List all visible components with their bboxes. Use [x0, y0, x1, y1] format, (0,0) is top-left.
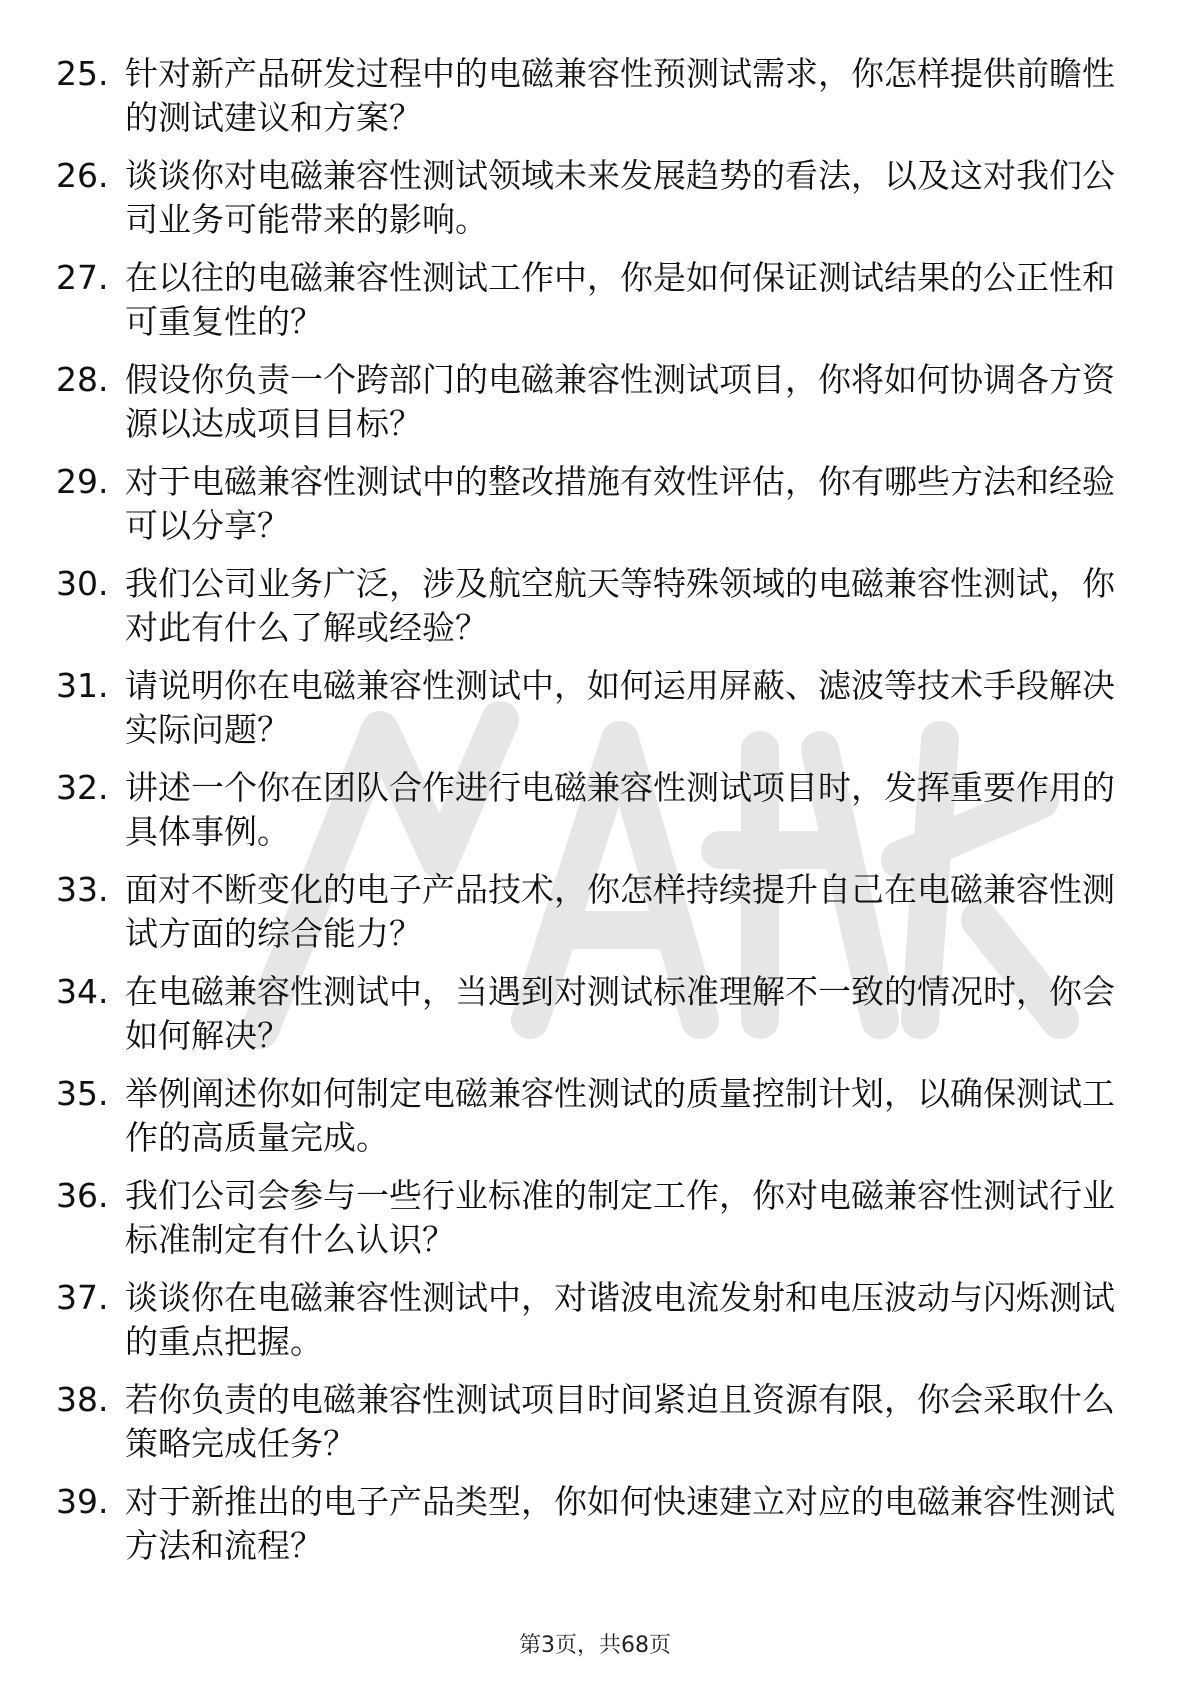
question-text: 假设你负责一个跨部门的电磁兼容性测试项目，你将如何协调各方资源以达成项目目标？ — [125, 360, 1115, 443]
question-item — [56, 562, 1136, 650]
question-text: 针对新产品研发过程中的电磁兼容性预测试需求，你怎样提供前瞻性的测试建议和方案？ — [125, 54, 1115, 137]
question-number: 25. — [56, 54, 109, 93]
question-item — [56, 52, 1136, 140]
question-number: 28. — [56, 360, 109, 399]
question-text: 对于新推出的电子产品类型，你如何快速建立对应的电磁兼容性测试方法和流程？ — [125, 1482, 1115, 1565]
question-text: 谈谈你对电磁兼容性测试领域未来发展趋势的看法，以及这对我们公司业务可能带来的影响。 — [125, 156, 1115, 239]
question-text: 讲述一个你在团队合作进行电磁兼容性测试项目时，发挥重要作用的具体事例。 — [125, 768, 1115, 851]
question-number: 27. — [56, 258, 109, 297]
question-number: 33. — [56, 870, 109, 909]
question-number: 39. — [56, 1482, 109, 1521]
question-item — [56, 1072, 1136, 1160]
question-number: 29. — [56, 462, 109, 501]
question-text: 面对不断变化的电子产品技术，你怎样持续提升自己在电磁兼容性测试方面的综合能力？ — [125, 870, 1115, 953]
question-list — [56, 52, 1136, 1582]
question-item — [56, 970, 1136, 1058]
question-item — [56, 358, 1136, 446]
question-number: 31. — [56, 666, 109, 705]
question-number: 30. — [56, 564, 109, 603]
question-item — [56, 1276, 1136, 1364]
question-item — [56, 1378, 1136, 1466]
question-item — [56, 460, 1136, 548]
question-number: 36. — [56, 1176, 109, 1215]
question-item — [56, 868, 1136, 956]
question-number: 32. — [56, 768, 109, 807]
question-text: 对于电磁兼容性测试中的整改措施有效性评估，你有哪些方法和经验可以分享？ — [125, 462, 1115, 545]
question-text: 若你负责的电磁兼容性测试项目时间紧迫且资源有限，你会采取什么策略完成任务？ — [125, 1380, 1115, 1463]
question-text: 我们公司会参与一些行业标准的制定工作，你对电磁兼容性测试行业标准制定有什么认识？ — [125, 1176, 1115, 1259]
question-item — [56, 256, 1136, 344]
question-number: 38. — [56, 1380, 109, 1419]
question-number: 35. — [56, 1074, 109, 1113]
question-text: 请说明你在电磁兼容性测试中，如何运用屏蔽、滤波等技术手段解决实际问题？ — [125, 666, 1115, 749]
question-number: 34. — [56, 972, 109, 1011]
question-number: 37. — [56, 1278, 109, 1317]
page-footer: 第3页，共68页 — [519, 1633, 671, 1658]
question-item — [56, 1174, 1136, 1262]
question-item — [56, 1480, 1136, 1568]
question-item — [56, 664, 1136, 752]
question-item — [56, 766, 1136, 854]
question-text: 我们公司业务广泛，涉及航空航天等特殊领域的电磁兼容性测试，你对此有什么了解或经验？ — [125, 564, 1115, 647]
question-text: 谈谈你在电磁兼容性测试中，对谐波电流发射和电压波动与闪烁测试的重点把握。 — [125, 1278, 1115, 1361]
question-text: 举例阐述你如何制定电磁兼容性测试的质量控制计划，以确保测试工作的高质量完成。 — [125, 1074, 1115, 1157]
question-text: 在以往的电磁兼容性测试工作中，你是如何保证测试结果的公正性和可重复性的？ — [125, 258, 1115, 341]
question-item — [56, 154, 1136, 242]
question-number: 26. — [56, 156, 109, 195]
question-text: 在电磁兼容性测试中，当遇到对测试标准理解不一致的情况时，你会如何解决？ — [125, 972, 1115, 1055]
